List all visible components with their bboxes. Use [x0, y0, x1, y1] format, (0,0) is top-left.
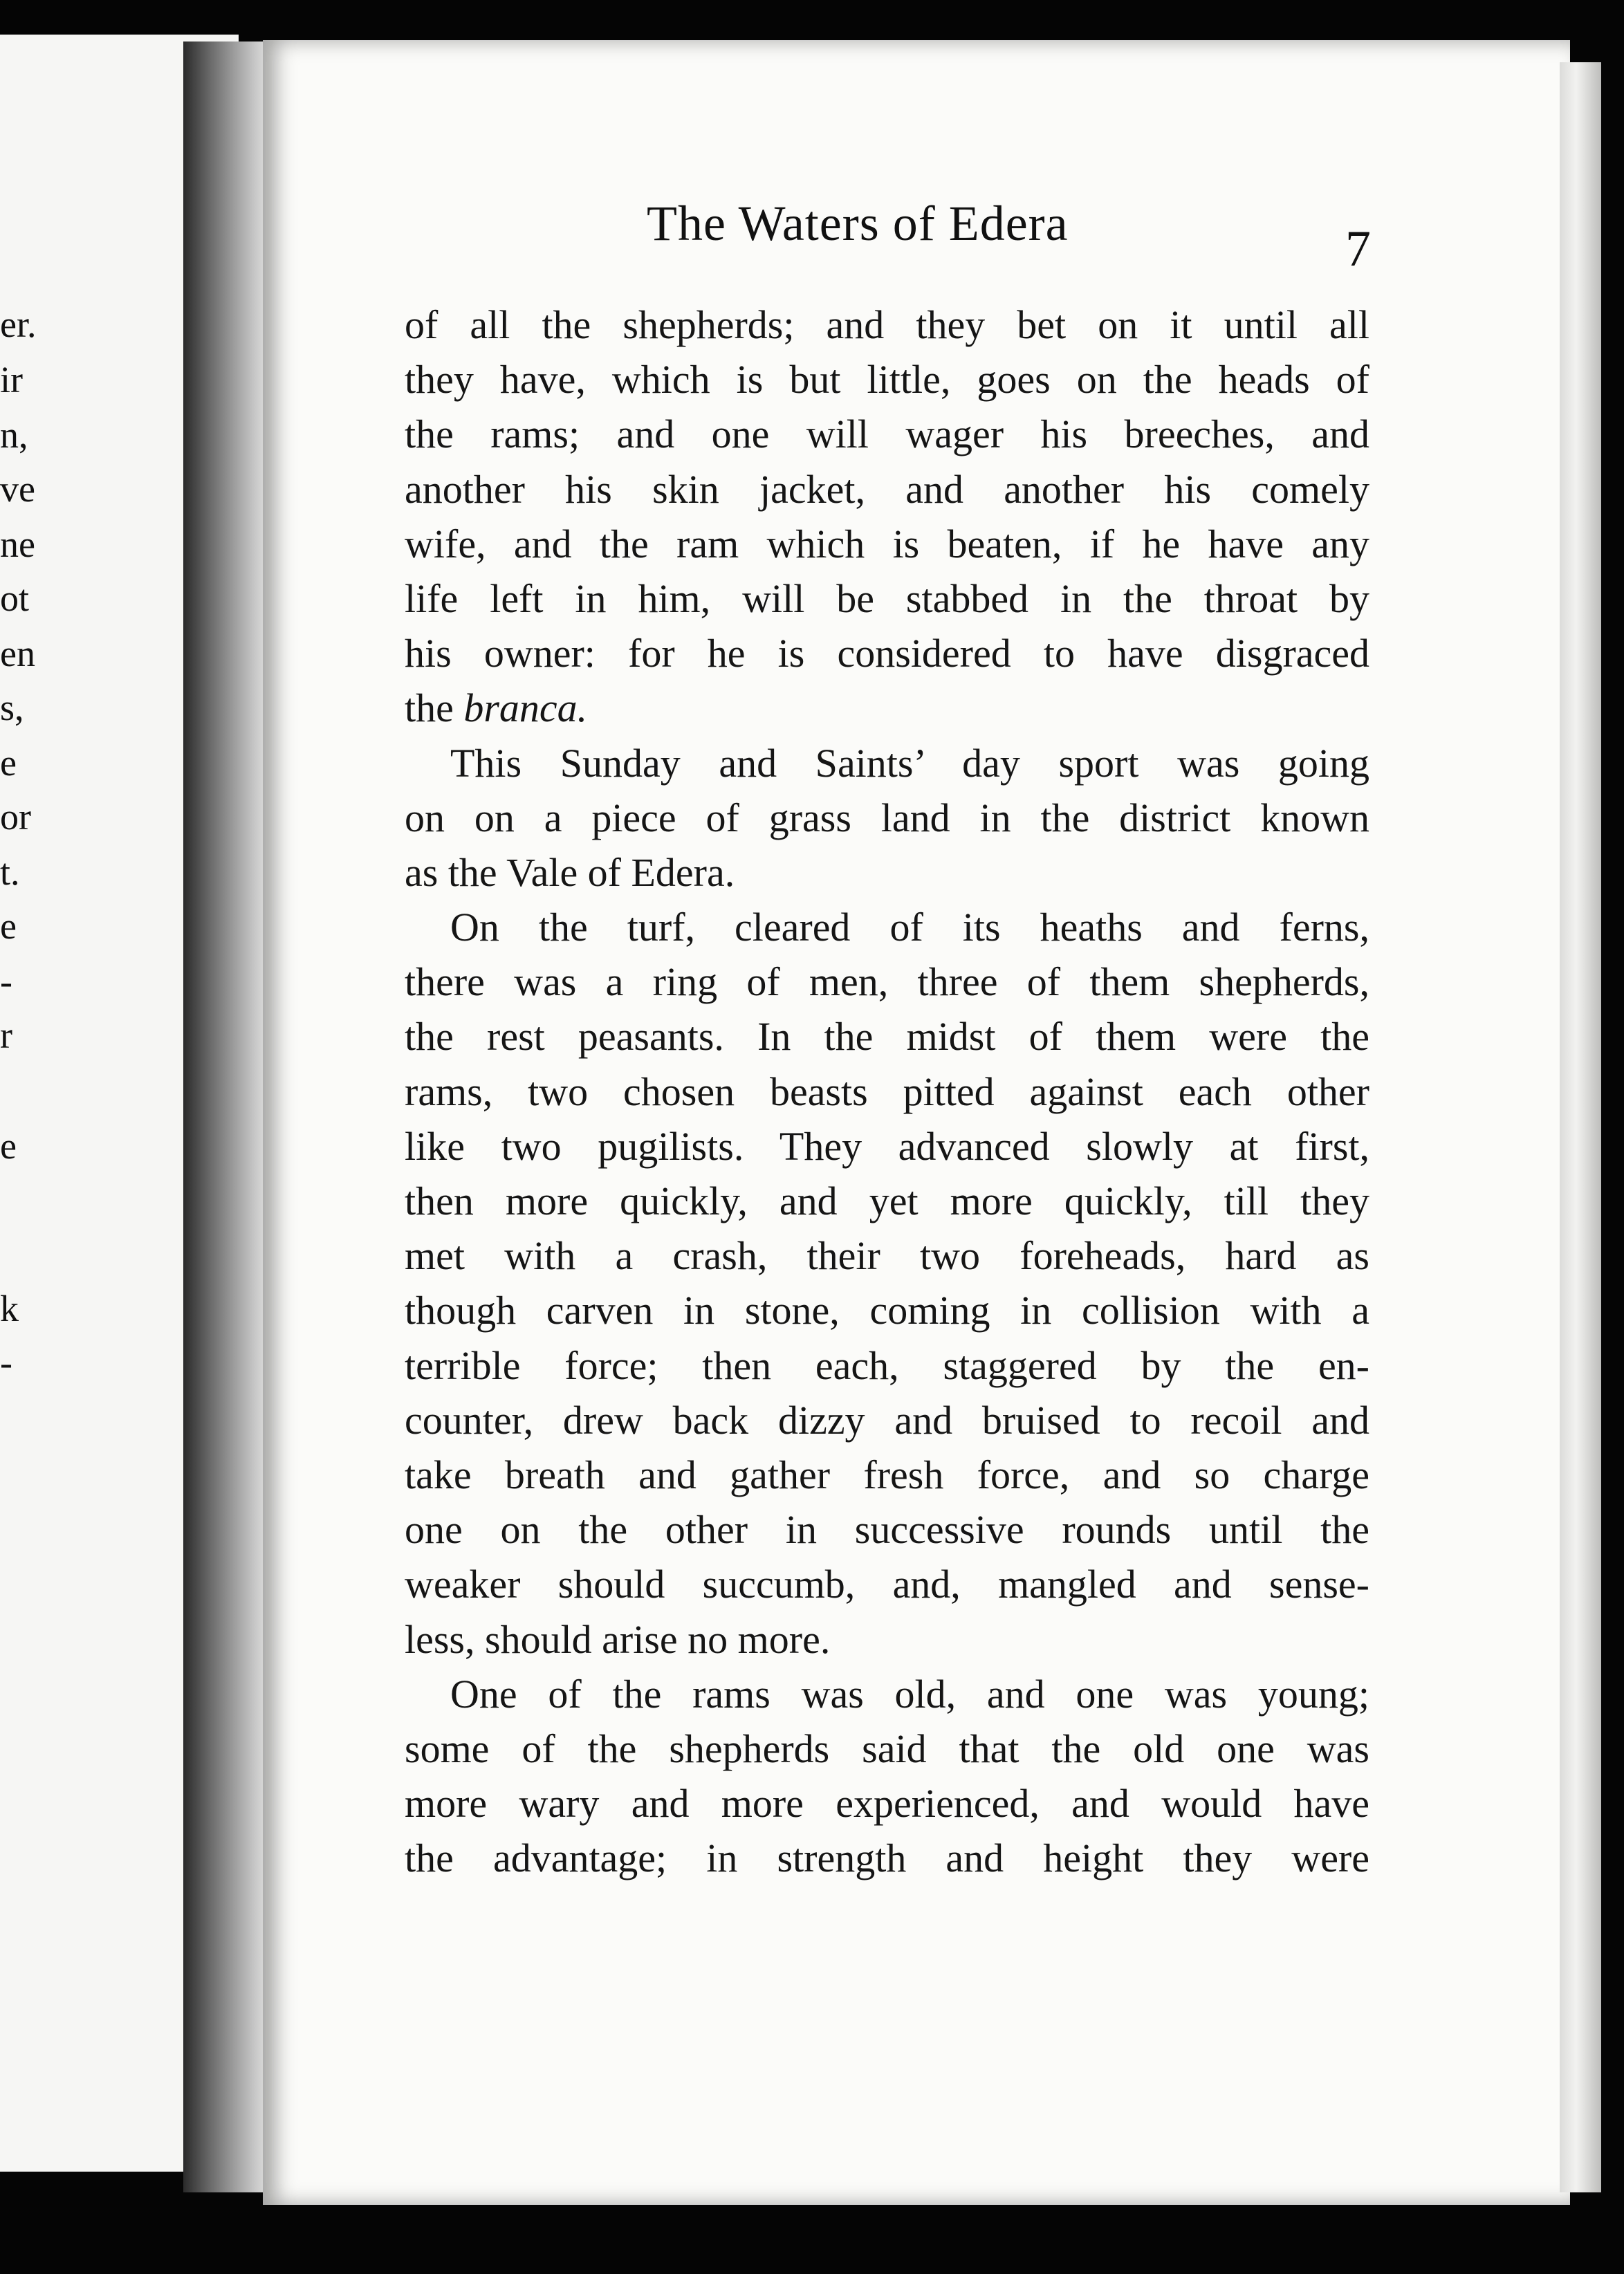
text-line: some of the shepherds said that the old one was: [405, 1726, 1369, 1771]
left-page-fragment: ve: [0, 468, 35, 510]
text-line: the rams; and one will wager his breeches, and: [405, 412, 1369, 457]
page-number: 7: [1345, 221, 1371, 277]
text-line: as the Vale of Edera.: [405, 849, 735, 895]
text-line: take breath and gather fresh force, and so charge: [405, 1452, 1369, 1497]
text-line: met with a crash, their two foreheads, hard as: [405, 1233, 1369, 1279]
text-line: the advantage; in strength and height they were: [405, 1836, 1369, 1881]
paragraph-start-line: On the turf, cleared of its heaths and ferns,: [450, 905, 1369, 950]
left-page-fragment: en: [0, 633, 35, 674]
text-line: they have, which is but little, goes on the heads of: [405, 357, 1369, 403]
text-line: life left in him, will be stabbed in the throat by: [405, 575, 1369, 621]
left-page-fragment: -: [0, 1342, 12, 1383]
text-line: terrible force; then each, staggered by the en-: [405, 1342, 1369, 1388]
text-line: less, should arise no more.: [405, 1616, 831, 1662]
text-line: another his skin jacket, and another his comely: [405, 466, 1369, 512]
left-page-fragment: n,: [0, 414, 28, 456]
left-page-fragment: e: [0, 905, 17, 947]
text-line: like two pugilists. They advanced slowly at first,: [405, 1123, 1369, 1169]
text-line: one on the other in successive rounds until the: [405, 1507, 1369, 1553]
text-line: [405, 681, 1369, 735]
left-page-fragment: r: [0, 1015, 12, 1056]
text-line: more wary and more experienced, and would have: [405, 1781, 1369, 1827]
text-line: there was a ring of men, three of them shepherds,: [405, 959, 1369, 1005]
paragraph-start-line: One of the rams was old, and one was young;: [450, 1671, 1369, 1717]
left-page-fragment: t.: [0, 851, 20, 893]
left-page-fragment: k: [0, 1288, 19, 1329]
left-page-fragment: ne: [0, 524, 35, 565]
left-page-fragment: ot: [0, 577, 30, 619]
left-page-fragment: -: [0, 961, 12, 1002]
scan-background: [0, 2206, 1624, 2274]
running-title: The Waters of Edera: [647, 196, 1069, 251]
text-line: wife, and the ram which is beaten, if he have any: [405, 521, 1369, 566]
left-page-fragment: ir: [0, 359, 23, 400]
left-page-fragment: er.: [0, 304, 37, 345]
paragraph-start-line: This Sunday and Saints’ day sport was going: [450, 740, 1369, 786]
page-edge: [1560, 62, 1601, 2192]
left-page-fragment: e: [0, 742, 17, 784]
text-line: of all the shepherds; and they bet on it until all: [405, 302, 1369, 347]
book-gutter: [183, 41, 273, 2192]
text-line: on on a piece of grass land in the district known: [405, 795, 1369, 840]
page-body-text: [405, 297, 1369, 1885]
left-page-fragment: e: [0, 1125, 17, 1167]
text-line: counter, drew back dizzy and bruised to recoil and: [405, 1397, 1369, 1443]
left-page-fragment: or: [0, 796, 31, 838]
text-line: the rest peasants. In the midst of them were the: [405, 1014, 1369, 1060]
text-line-start: the: [405, 685, 464, 731]
italic-word: branca.: [463, 685, 588, 731]
left-page-fragment: s,: [0, 687, 24, 728]
text-line: weaker should succumb, and, mangled and sense-: [405, 1562, 1369, 1607]
text-line: rams, two chosen beasts pitted against each other: [405, 1069, 1369, 1114]
text-line: his owner: for he is considered to have disgraced: [405, 631, 1369, 676]
text-line: then more quickly, and yet more quickly, till they: [405, 1178, 1369, 1223]
text-line: though carven in stone, coming in collision with a: [405, 1288, 1369, 1333]
